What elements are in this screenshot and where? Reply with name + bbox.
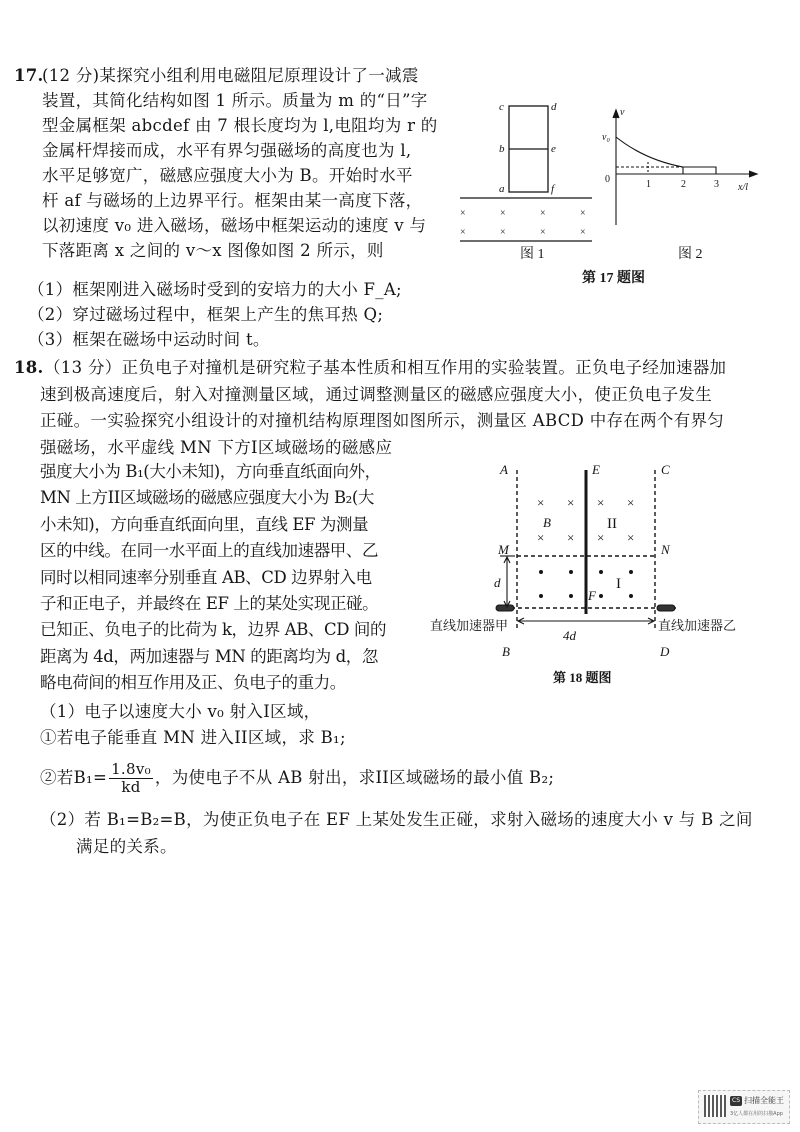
label-C: C [661,462,670,477]
q18-number: 18. [14,358,44,377]
field-into-page-mark: × [537,530,545,545]
q17-number: 17. [14,66,44,85]
q17-line: 杆 af 与磁场的上边界平行。框架由某一高度下落， [42,191,423,210]
fig17-1-frame [509,106,548,192]
qr-code-icon [704,1095,726,1117]
fig17-caption: 第 17 题图 [582,271,645,286]
q18-sub-1b-suffix: ，为使电子不从 AB 射出，求II区域磁场的最小值 B₂; [154,768,555,787]
scanner-watermark [698,1090,790,1124]
accelerator-right [657,605,675,611]
field-out-of-page-dot [599,594,603,598]
q18-line: 同时以相同速率分别垂直 AB、CD 边界射入电 [40,567,372,587]
field-out-of-page-dot [539,570,543,574]
q18-sub-1b-prefix: ②若B₁= [40,768,108,787]
q17-line: 下落距离 x 之间的 v～x 图像如图 2 所示，则 [42,241,384,260]
label-region-I: I [616,576,621,592]
field-into-page-mark: × [540,227,546,238]
q18-line: MN 上方II区域磁场的磁感应强度大小为 B₂(大 [40,488,375,508]
q17-line: (12 分)某探究小组利用电磁阻尼原理设计了一减震 [42,66,419,85]
field-out-of-page-dot [569,570,573,574]
fraction-numerator: 1.8v₀ [111,760,151,778]
label-A: A [500,462,508,477]
label-d: d [494,575,501,590]
field-into-page-mark: × [597,495,605,510]
q18-sub-1: （1）电子以速度大小 v₀ 射入I区域， [40,702,321,721]
fraction-denominator: kd [121,778,141,796]
label-M: M [498,542,509,557]
q18-line: 正碰。一实验探究小组设计的对撞机结构原理图如图所示，测量区 ABCD 中存在两个有界匀 [40,411,725,430]
x-tick-3: 3 [714,179,719,190]
q17-line: 金属杆焊接而成，水平有界匀强磁场的高度也为 l, [42,141,412,160]
q18-line: 距离为 4d，两加速器与 MN 的距离均为 d，忽 [40,646,378,666]
fig17-2-graph [613,110,757,225]
label-a: a [499,183,505,195]
label-e: e [551,143,556,155]
watermark-title: 扫描全能王 [744,1096,784,1105]
q17-sub-2: （2）穿过磁场过程中，框架上产生的焦耳热 Q; [28,305,384,324]
field-into-page-mark: × [567,530,575,545]
fig18-caption: 第 18 题图 [553,670,612,685]
field-into-page-mark: × [627,530,635,545]
field-into-page-mark: × [597,530,605,545]
label-field-B: B [543,515,551,530]
field-out-of-page-dot [629,570,633,574]
field-out-of-page-dot [599,570,603,574]
q18-line: 强度大小为 B₁(大小未知)，方向垂直纸面向外， [40,462,381,481]
field-out-of-page-dot [569,594,573,598]
q18-sub-2: （2）若 B₁=B₂=B，为使正负电子在 EF 上某处发生正碰，求射入磁场的速度大小 v 与 B 之间 [40,810,753,829]
field-into-page-mark: × [537,495,545,510]
q17-line: 以初速度 v₀ 进入磁场，磁场中框架运动的速度 v 与 [42,216,427,235]
accelerator-left-label: 直线加速器甲 [430,618,509,633]
field-into-page-mark: × [500,208,506,219]
field-out-of-page-dot [539,594,543,598]
origin-label: 0 [605,174,610,185]
field-out-of-page-dot [629,594,633,598]
label-b: b [499,143,505,155]
field-into-page-mark: × [540,208,546,219]
fig1-caption: 图 1 [520,247,545,262]
q18-sub-2-cont: 满足的关系。 [76,837,177,856]
q17-sub-3: （3）框架在磁场中运动时间 t。 [28,330,270,349]
v-x-curve [616,137,716,174]
cs-logo: CS [732,1097,740,1104]
watermark-slogan: 3亿人都在用的扫描App [730,1111,783,1117]
x-tick-1: 1 [646,179,651,190]
q18-line: 已知正、负电子的比荷为 k，边界 AB、CD 间的 [40,620,387,640]
q18-line: （13 分）正负电子对撞机是研究粒子基本性质和相互作用的实验装置。正负电子经加速器加 [44,358,727,377]
accelerator-left [496,605,514,611]
field-into-page-mark: × [580,208,586,219]
x-axis-label: x/l [738,182,748,193]
field-into-page-mark: × [567,495,575,510]
accelerator-right-label: 直线加速器乙 [658,618,737,633]
q18-sub-1a: ①若电子能垂直 MN 进入II区域，求 B₁; [40,728,346,747]
field-into-page-mark: × [460,208,466,219]
field-into-page-mark: × [627,495,635,510]
label-N: N [661,542,670,557]
label-B: B [502,644,510,659]
label-E: E [592,462,600,477]
label-f: f [551,183,555,195]
v0-label: v₀ [602,132,610,143]
q18-line: 强磁场，水平虚线 MN 下方I区域磁场的磁感应 [40,437,393,457]
fig2-caption: 图 2 [678,247,703,262]
q18-line: 小未知)，方向垂直纸面向里，直线 EF 为测量 [40,514,369,534]
dimension-arrows [500,556,654,624]
q18-line: 略电荷间的相互作用及正、负电子的重力。 [40,673,346,693]
label-region-II: II [607,516,617,532]
field-into-page-mark: × [460,227,466,238]
field-into-page-mark: × [580,227,586,238]
q17-line: 水平足够宽广，磁感应强度大小为 B。开始时水平 [42,166,413,185]
q17-line: 装置，其简化结构如图 1 所示。质量为 m 的“日”字 [42,91,428,110]
label-4d: 4d [563,628,576,643]
q18-line: 子和正电子，并最终在 EF 上的某处实现正碰。 [40,594,379,613]
v-axis-label: v [620,107,625,118]
q18-line: 区的中线。在同一水平面上的直线加速器甲、乙 [40,541,379,561]
q17-sub-1: （1）框架刚进入磁场时受到的安培力的大小 F_A; [28,280,402,299]
field-marks [460,208,586,238]
label-d: d [551,101,557,113]
q18-line: 速到极高速度后，射入对撞测量区域，通过调整测量区的磁感应强度大小，使正负电子发生 [40,384,712,404]
q17-line: 型金属框架 abcdef 由 7 根长度均为 l,电阻均为 r 的 [42,116,438,135]
x-tick-2: 2 [681,179,686,190]
label-F: F [588,588,596,603]
label-c: c [499,101,504,113]
label-D: D [660,644,670,659]
field-into-page-mark: × [500,227,506,238]
